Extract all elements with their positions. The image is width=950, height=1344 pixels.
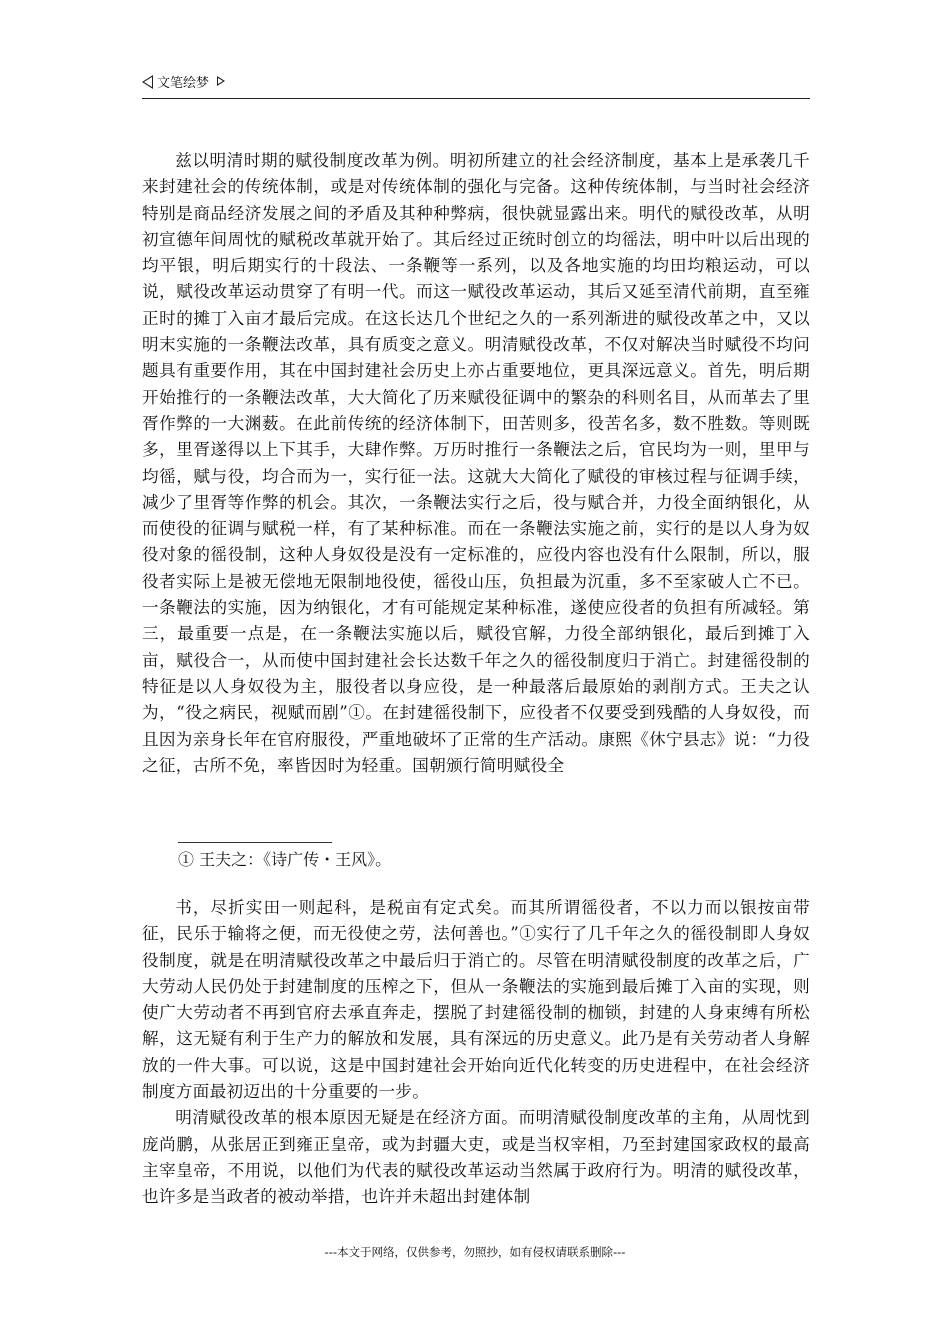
paragraph-1: 兹以明清时期的赋役制度改革为例。明初所建立的社会经济制度，基本上是承袭几千来封建社会的传统体制，或是对传统体制的强化与完备。这种传统体制，与当时社会经济特别是商品经济发展之间的矛盾及其种种弊病，很快就显露出来。明代的赋役改革，从明初宣德年间周忱的赋税改革就开始了。其后经过正统时创立的均徭法，明中叶以后出现的均平银，明后期实行的十段法、一条鞭等一系列，以及各地实施的均田均粮运动，可以说，赋役改革运动贯穿了有明一代。而这一赋役改革运动，其后又延至清代前期，直至雍正时的摊丁入亩才最后完成。在这长达几个世纪之久的一系列渐进的赋役改革之中，又以明末实施的一条鞭法改革，具有质变之意义。明清赋役改革，不仅对解决当时赋役不均问题具有重要作用，其在中国封建社会历史上亦占重要地位，更具深远意义。首先，明后期开始推行的一条鞭法改革，大大简化了历来赋役征调中的繁杂的科则名目，从而革去了里胥作弊的一大渊薮。在此前传统的经济体制下，田苦则多，役苦名多，数不胜数。等则既多，里胥遂得以上下其手，大肆作弊。万历时推行一条鞭法之后，官民均为一则，里甲与均徭，赋与役，均合而为一，实行征一法。这就大大简化了赋役的审核过程与征调手续，减少了里胥等作弊的机会。其次，一条鞭法实行之后，役与赋合并，力役全面纳银化，从而使役的征调与赋税一样，有了某种标准。而在一条鞭法实施之前，实行的是以人身为奴役对象的徭役制，这种人身奴役是没有一定标准的，应役内容也没有什么限制，所以，服役者实际上是被无偿地无限制地役使，徭役山压，负担最为沉重，多不至家破人亡不已。一条鞭法的实施，因为纳银化，才有可能规定某种标准，遂使应役者的负担有所减轻。第三，最重要一点是，在一条鞭法实施以后，赋役官解，力役全部纳银化，最后到摊丁入亩，赋役合一，从而使中国封建社会长达数千年之久的徭役制度归于消亡。封建徭役制的特征是以人身奴役为主，服役者以身应役，是一种最落后最原始的剥削方式。王夫之认为，“役之病民，视赋而剧”①。在封建徭役制下，应役者不仅要受到残酷的人身奴役，而且因为亲身长年在官府服役，严重地破坏了正常的生产活动。康熙《休宁县志》说：“力役之征，古所不免，率皆因时为轻重。国朝颁行简明赋役全 xyxy=(142,151,810,775)
page-footer: ---本文于网络，仅供参考，勿照抄，如有侵权请联系删除--- xyxy=(324,1245,626,1259)
footnote: ① 王夫之：《诗广传・王风》。 xyxy=(178,850,392,869)
paragraph-3: 明清赋役改革的根本原因无疑是在经济方面。而明清赋役制度改革的主角，从周忱到庞尚鹏，从张居正到雍正皇帝，或为封疆大吏，或是当权宰相，乃至封建国家政权的最高主宰皇帝，不用说，以他们为代表的赋役改革运动当然属于政府行为。明清的赋役改革，也许多是当政者的被动举措，也许并未超出封建体制 xyxy=(142,1108,810,1207)
triangle-right-icon xyxy=(217,76,225,86)
triangle-left-icon xyxy=(142,75,153,89)
body-section-1 xyxy=(142,148,810,779)
header-title: 文笔绘梦 xyxy=(157,76,210,91)
body-section-2 xyxy=(142,895,810,1211)
page-header xyxy=(142,72,810,99)
paragraph-2: 书，尽折实田一则起科，是税亩有定式矣。而其所谓徭役者，不以力而以银按亩带征，民乐于输将之便，而无役使之劳，法何善也。”①实行了几千年之久的徭役制即人身奴役制度，就是在明清赋役改革之中最后归于消亡的。尽管在明清赋役制度的改革之后，广大劳动人民仍处于封建制度的压榨之下，但从一条鞭法的实施到最后摊丁入亩的实现，则使广大劳动者不再到官府去承直奔走，摆脱了封建徭役制的枷锁，封建的人身束缚有所松解，这无疑有利于生产力的解放和发展，具有深远的历史意义。此乃是有关劳动者人身解放的一件大事。可以说，这是中国封建社会开始向近代化转变的历史进程中，在社会经济制度方面最初迈出的十分重要的一步。 xyxy=(142,898,810,1102)
footnote-separator xyxy=(178,842,332,843)
